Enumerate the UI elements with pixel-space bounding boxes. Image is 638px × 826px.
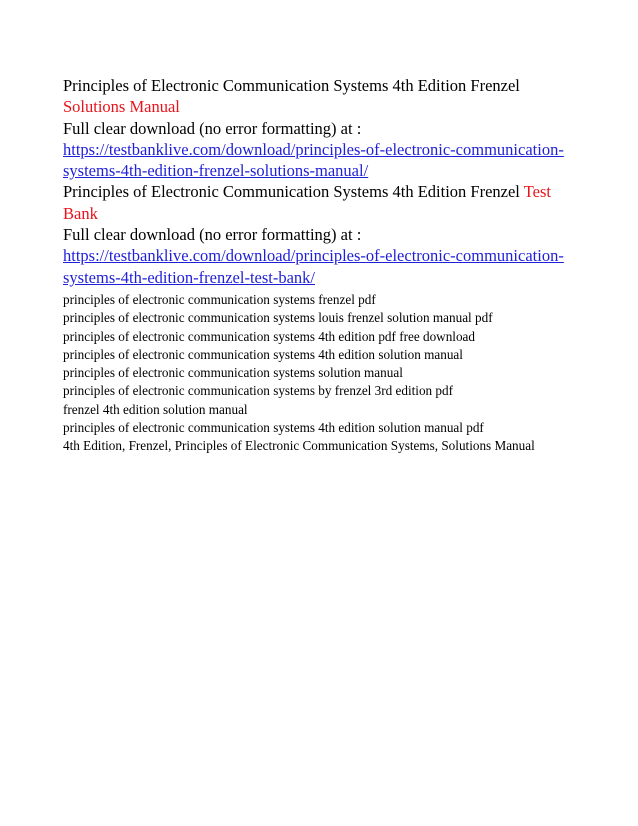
keyword-item: principles of electronic communication systems 4th edition solution manual pdf — [63, 420, 484, 436]
title-text: Principles of Electronic Communication Systems 4th Edition Frenzel — [63, 76, 520, 95]
link-line-2: systems-4th-edition-frenzel-solutions-manual/ — [63, 161, 369, 181]
keyword-item: principles of electronic communication systems solution manual — [63, 365, 403, 381]
keyword-item: principles of electronic communication systems frenzel pdf — [63, 291, 376, 307]
title-accent-solutions-manual: Solutions Manual — [63, 97, 180, 117]
keyword-item: 4th Edition, Frenzel, Principles of Electronic Communication Systems, Solutions Manual — [63, 438, 535, 454]
link-line-2: systems-4th-edition-frenzel-test-bank/ — [63, 267, 316, 287]
title-text: Principles of Electronic Communication Systems 4th Edition Frenzel — [63, 182, 524, 202]
keyword-item: principles of electronic communication systems by frenzel 3rd edition pdf — [63, 383, 454, 399]
solutions-manual-title — [63, 75, 583, 118]
keyword-item: principles of electronic communication systems 4th edition solution manual — [63, 346, 463, 362]
link-line-1: https://testbanklive.com/download/principles-of-electronic-communication- — [63, 246, 564, 266]
link-line-1: https://testbanklive.com/download/principles-of-electronic-communication- — [63, 139, 564, 159]
test-bank-link[interactable] — [63, 245, 583, 288]
download-label: Full clear download (no error formatting) at : — [63, 118, 362, 138]
keyword-item: frenzel 4th edition solution manual — [63, 401, 248, 417]
keyword-list — [63, 291, 583, 456]
solutions-manual-link[interactable] — [63, 139, 583, 182]
document-page — [63, 75, 583, 456]
keyword-item: principles of electronic communication systems 4th edition pdf free download — [63, 328, 475, 344]
keyword-item: principles of electronic communication systems louis frenzel solution manual pdf — [63, 310, 493, 326]
title-accent-test-bank: Test Bank — [63, 182, 551, 223]
test-bank-title — [63, 181, 583, 224]
download-label: Full clear download (no error formatting) at : — [63, 225, 362, 245]
